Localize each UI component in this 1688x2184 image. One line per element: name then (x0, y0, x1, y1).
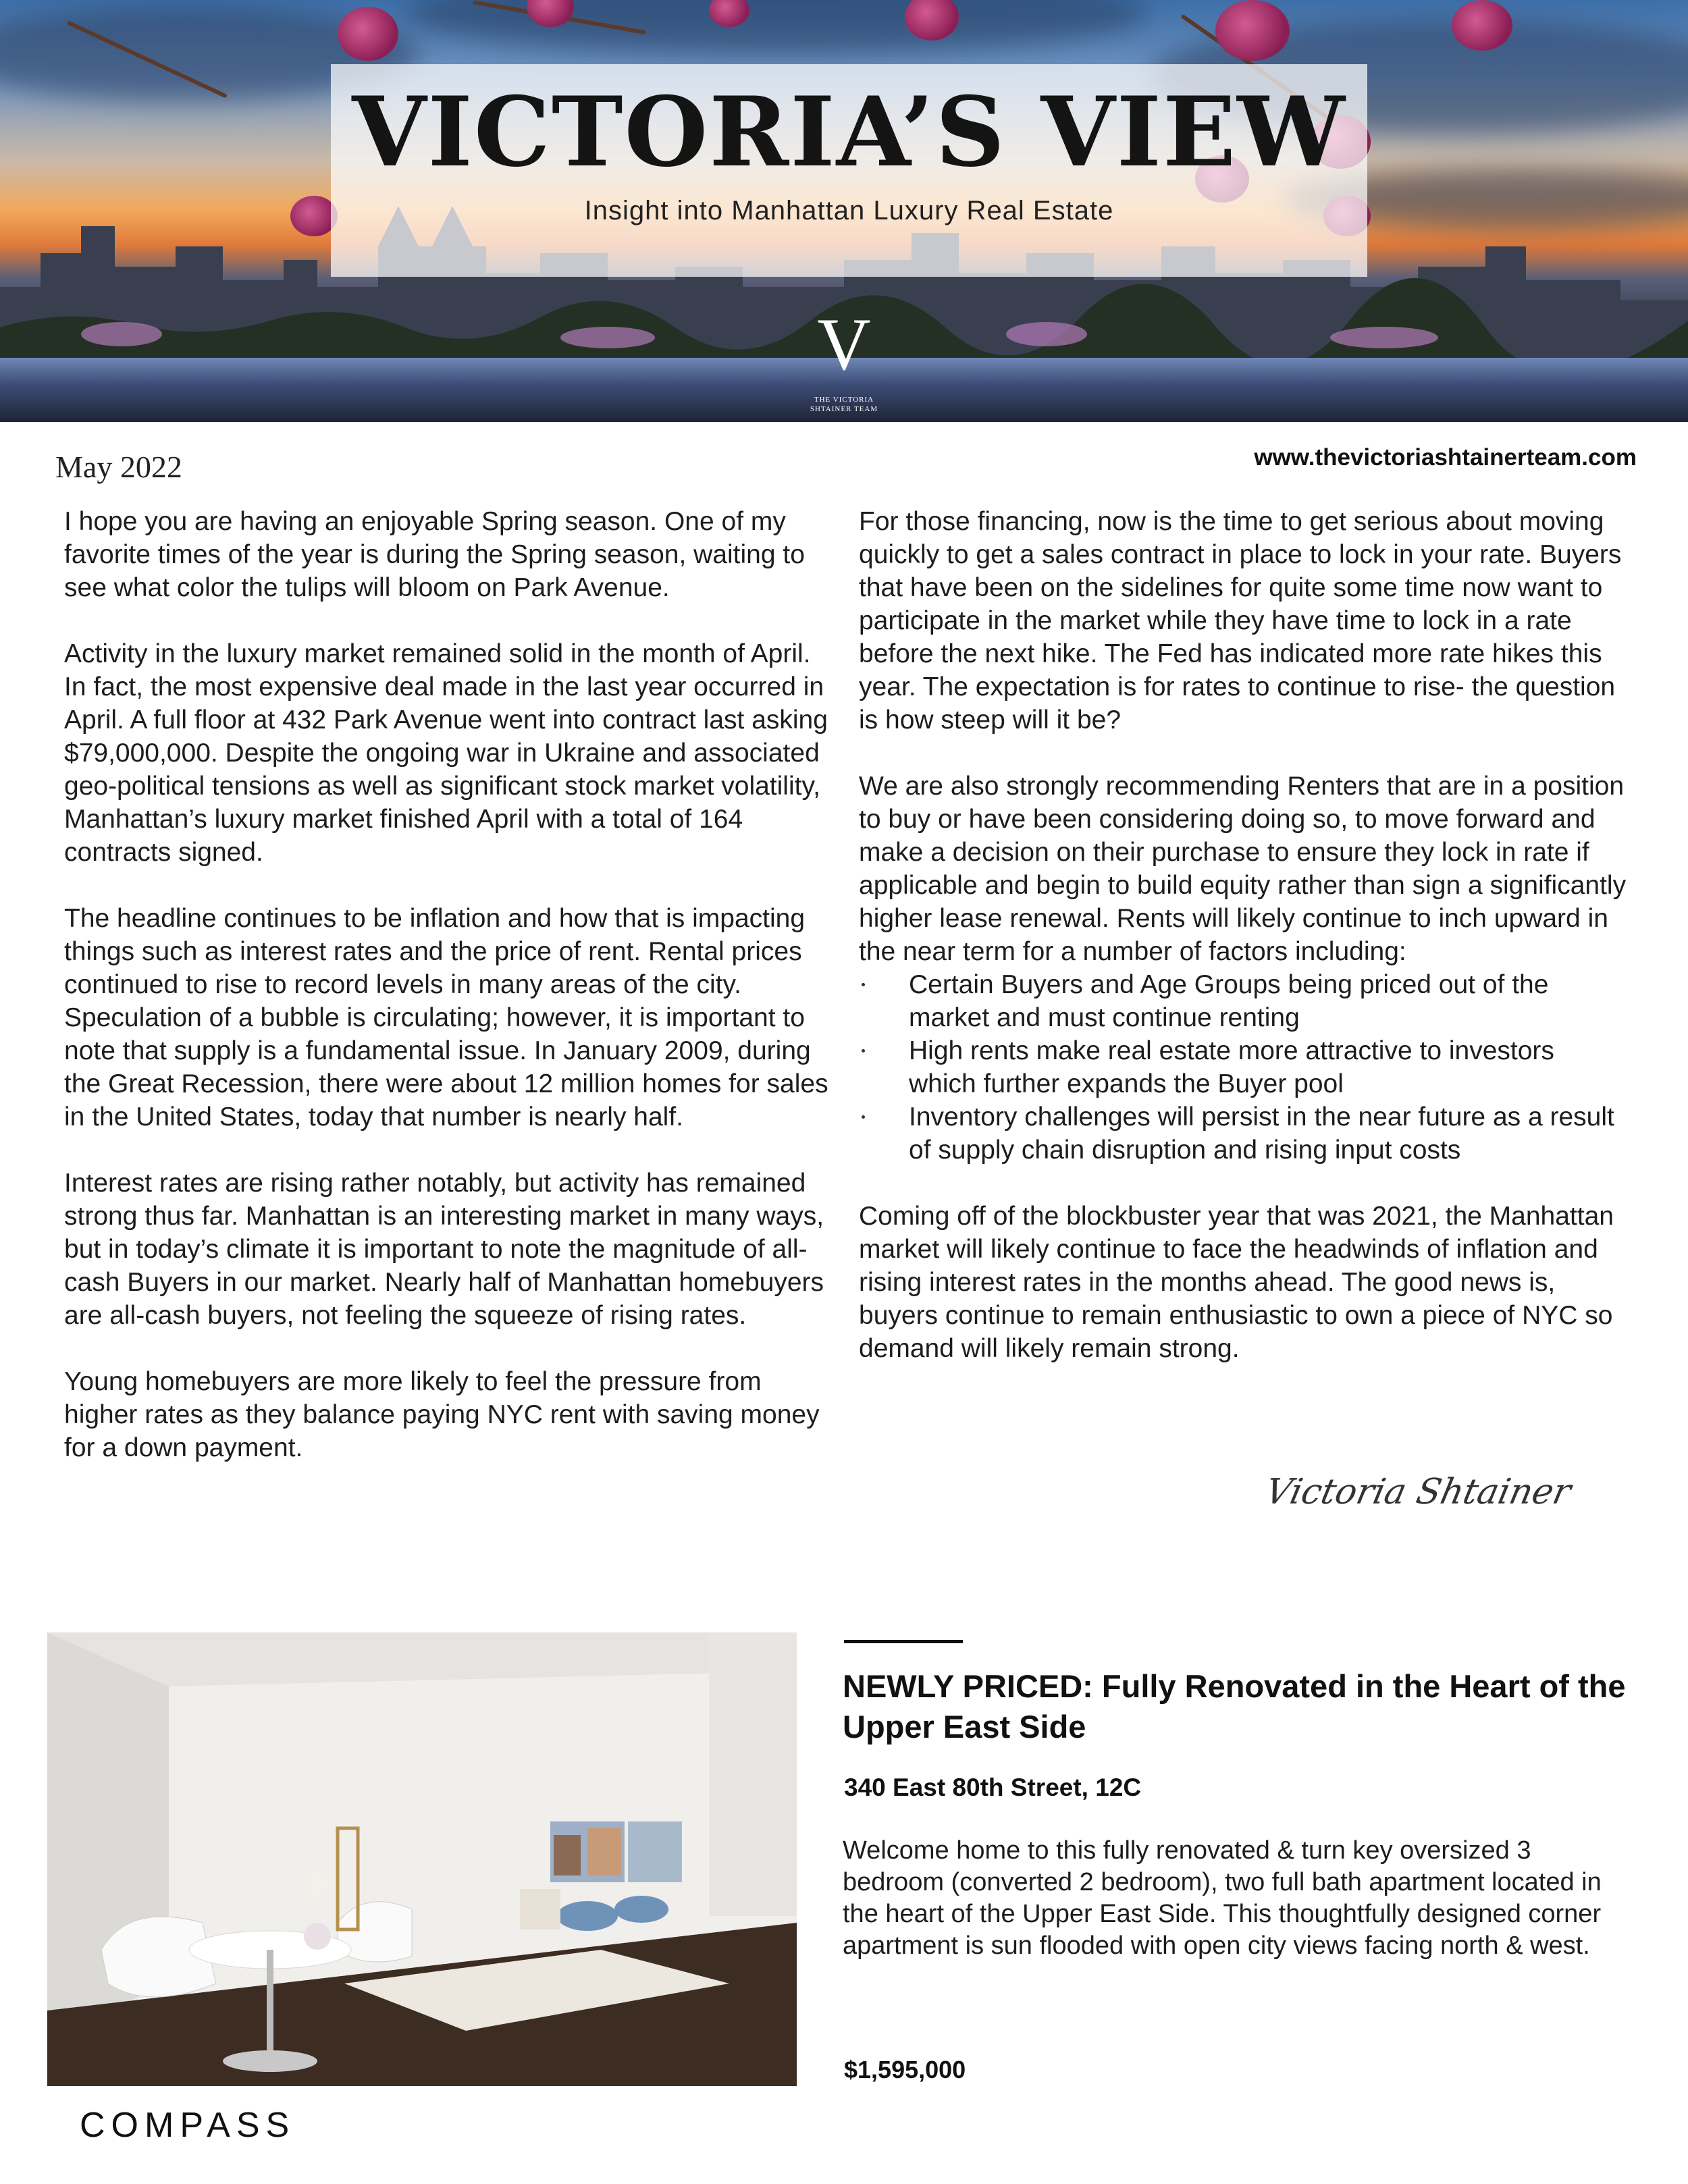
vs-monogram-icon: V (817, 303, 871, 385)
listing-address: 340 East 80th Street, 12C (844, 1774, 1142, 1801)
paragraph: Young homebuyers are more likely to feel the pressure from higher rates as they balance paying NYC rent with saving money for a down payment. (64, 1367, 820, 1462)
logo-text-line2: SHTAINER TEAM (810, 405, 878, 413)
living-room-image (47, 1632, 797, 2086)
logo-text-line1: THE VICTORIA (814, 396, 874, 404)
listing-headline: NEWLY PRICED: Fully Renovated in the Heart of the Upper East Side (843, 1668, 1626, 1744)
paragraph: The headline continues to be inflation and how that is impacting things such as interest rates and the price of rent. Rental prices continued to rise to record levels in many areas of the city. Speculation of a bubble is circulating; however, it is important to note that supply is a fundamental issue. In January 2009, during the Great Recession, there were about 12 million homes for sales in the United States, today that number is nearly half. (64, 904, 828, 1131)
blossom (338, 7, 398, 61)
issue-date: May 2022 (55, 450, 182, 484)
listing-price: $1,595,000 (844, 2056, 966, 2083)
paragraph: Activity in the luxury market remained solid in the month of April. In fact, the most expensive deal made in the last year occurred in April. A full floor at 432 Park Avenue went into contract last asking $79,000,000. Despite the ongoing war in Ukraine and associated geo-political tensions as well as significant stock market volatility, Manhattan’s luxury market finished April with a total of 164 contracts signed. (64, 639, 828, 867)
newsletter-title: VICTORIA’S VIEW (352, 76, 1346, 188)
paragraph: I hope you are having an enjoyable Spring season. One of my favorite times of the year is during the Spring season, waiting to see what color the tulips will bloom on Park Avenue. (64, 507, 805, 602)
listing-photo[interactable] (47, 1632, 797, 2086)
divider (844, 1640, 963, 1643)
blossom (1215, 0, 1290, 61)
list-item: Inventory challenges will persist in the near future as a result of supply chain disruption and rising input costs (859, 1100, 1629, 1167)
paragraph: We are also strongly recommending Renters that are in a position to buy or have been considering doing so, to move forward and make a decision on their purchase to ensure they lock in rate if applicable and begin to build equity rather than sign a significantly higher lease renewal. Rents will likely continue to inch upward in the near term for a number of factors including: (859, 772, 1627, 966)
website-link[interactable]: www.thevictoriashtainerteam.com (1254, 444, 1637, 471)
listing-description: Welcome home to this fully renovated & turn key oversized 3 bedroom (converted 2 bedroom), two full bath apartment located in the heart of the Upper East Side. This thoughtfully designed corner apartment is sun flooded with open city views facing north & west. (843, 1836, 1602, 1960)
factors-list (859, 968, 1629, 1167)
right-column (859, 505, 1629, 1398)
team-logo (807, 303, 881, 414)
list-item: High rents make real estate more attractive to investors which further expands the Buyer pool (859, 1034, 1629, 1100)
newsletter-subtitle: Insight into Manhattan Luxury Real Estate (584, 196, 1114, 225)
list-item: Certain Buyers and Age Groups being priced out of the market and must continue renting (859, 968, 1629, 1034)
paragraph: Interest rates are rising rather notably, but activity has remained strong thus far. Manhattan is an interesting market in many ways, but in today’s climate it is important to note the magnitude of all-cash Buyers in our market. Nearly half of Manhattan homebuyers are all-cash buyers, not feeling the squeeze of rising rates. (64, 1169, 824, 1330)
compass-logo: COMPASS (80, 2106, 296, 2145)
blossom (1452, 0, 1512, 51)
paragraph: For those financing, now is the time to get serious about moving quickly to get a sales contract in place to lock in your rate. Buyers that have been on the sidelines for quite some time now want to participate in the market while they have time to lock in a rate before the next hike. The Fed has indicated more rate hikes this year. The expectation is for rates to continue to rise- the question is how steep will it be? (859, 507, 1622, 735)
paragraph: Coming off of the blockbuster year that was 2021, the Manhattan market will likely continue to face the headwinds of inflation and rising interest rates in the months ahead. The good news is, buyers continue to remain enthusiastic to own a piece of NYC so demand will likely remain strong. (859, 1202, 1614, 1363)
signature: Victoria Shtainer (1261, 1472, 1575, 1512)
left-column (64, 505, 830, 1497)
